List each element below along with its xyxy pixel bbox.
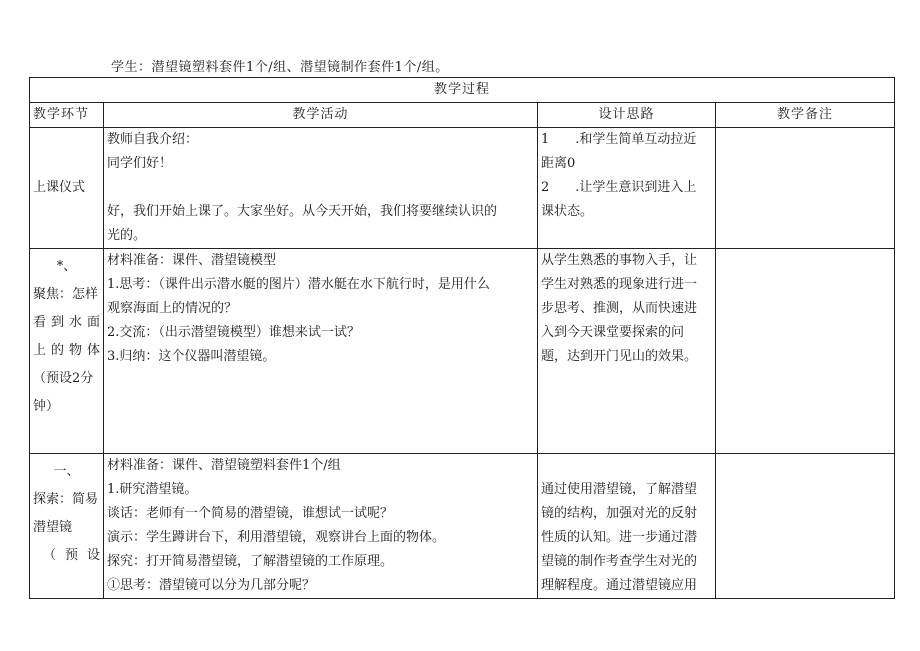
design-cell — [538, 249, 716, 454]
design-line: 课状态。 — [541, 204, 594, 219]
activity-cell — [104, 249, 538, 454]
activity-line: 同学们好！ — [107, 156, 173, 171]
phase-line: （预设 — [43, 548, 100, 563]
design-line: 通过使用潜望镜，了解潜望 — [541, 482, 698, 497]
activity-line: 2.交流：（出示潜望镜模型）谁想来试一试？ — [107, 325, 360, 340]
activity-line: 1.研究潜望镜。 — [107, 482, 198, 497]
design-line: 入到今天课堂要探索的问 — [541, 325, 685, 340]
phase-line: 看到水面 — [33, 315, 100, 330]
phase-line: 探索：简易 — [33, 492, 99, 507]
phase-cell — [30, 249, 104, 454]
activity-line: ①思考：潜望镜可以分为几部分呢？ — [107, 578, 316, 593]
phase-cell — [30, 454, 104, 599]
phase-line: 上的物体 — [33, 343, 100, 358]
phase-line: 上课仪式 — [33, 180, 86, 195]
notes-cell — [716, 128, 895, 249]
activity-cell — [104, 454, 538, 599]
phase-line: *、 — [56, 259, 77, 274]
design-line: 望镜的制作考查学生对光的 — [541, 554, 698, 569]
design-line: 距离0 — [541, 156, 576, 171]
student-materials-line: 学生：潜望镜塑料套件1个/组、潜望镜制作套件1个/组。 — [111, 60, 449, 75]
table-row — [30, 128, 895, 249]
activity-line: 谈话：老师有一个简易的潜望镜，谁想试一试呢？ — [107, 506, 394, 521]
activity-line: 好，我们开始上课了。大家坐好。从今天开始，我们将要继续认识的 — [107, 204, 498, 219]
phase-cell — [30, 128, 104, 249]
notes-cell — [716, 249, 895, 454]
phase-line: 聚焦：怎样 — [33, 287, 99, 302]
activity-line: 材料准备：课件、潜望镜模型 — [107, 253, 277, 268]
design-line: 1 .和学生简单互动拉近 — [541, 132, 697, 147]
design-line: 2 .让学生意识到进入上 — [541, 180, 697, 195]
teaching-process-table — [29, 77, 895, 599]
phase-line: （预设2分 — [33, 371, 94, 386]
table-row — [30, 249, 895, 454]
phase-line — [33, 152, 100, 176]
design-line: 从学生熟悉的事物入手，让 — [541, 253, 698, 268]
design-line: 镜的结构，加强对光的反射 — [541, 506, 698, 521]
header-notes: 教学备注 — [716, 103, 895, 128]
design-cell — [538, 128, 716, 249]
table-row — [30, 454, 895, 599]
phase-line: 钟） — [33, 399, 60, 414]
activity-line: 探究：打开简易潜望镜，了解潜望镜的工作原理。 — [107, 554, 394, 569]
activity-line: 材料准备：课件、潜望镜塑料套件1个/组 — [107, 458, 341, 473]
table-title: 教学过程 — [30, 78, 895, 103]
activity-line: 光的。 — [107, 228, 147, 243]
header-activity: 教学活动 — [104, 103, 538, 128]
phase-line: 一、 — [53, 464, 80, 479]
activity-line: 教师自我介绍： — [107, 132, 199, 147]
design-line — [541, 454, 712, 478]
design-line: 题，达到开门见山的效果。 — [541, 349, 698, 364]
design-line: 理解程度。通过潜望镜应用 — [541, 578, 698, 593]
design-line: 步思考、推测，从而快速进 — [541, 301, 698, 316]
notes-cell — [716, 454, 895, 599]
phase-line: 潜望镜 — [33, 520, 73, 535]
activity-line: 观察海面上的情况的？ — [107, 301, 238, 316]
design-cell — [538, 454, 716, 599]
activity-line: 演示：学生蹲讲台下，利用潜望镜，观察讲台上面的物体。 — [107, 530, 446, 545]
activity-line: 3.归纳：这个仪器叫潜望镜。 — [107, 349, 276, 364]
phase-line — [33, 128, 100, 152]
header-design: 设计思路 — [538, 103, 716, 128]
activity-line — [107, 176, 534, 200]
design-line: 学生对熟悉的现象进行进一 — [541, 277, 698, 292]
header-phase: 教学环节 — [30, 103, 104, 128]
design-line: 性质的认知。进一步通过潜 — [541, 530, 698, 545]
activity-line: 1.思考：（课件出示潜水艇的图片）潜水艇在水下航行时，是用什么 — [107, 277, 490, 292]
activity-cell — [104, 128, 538, 249]
